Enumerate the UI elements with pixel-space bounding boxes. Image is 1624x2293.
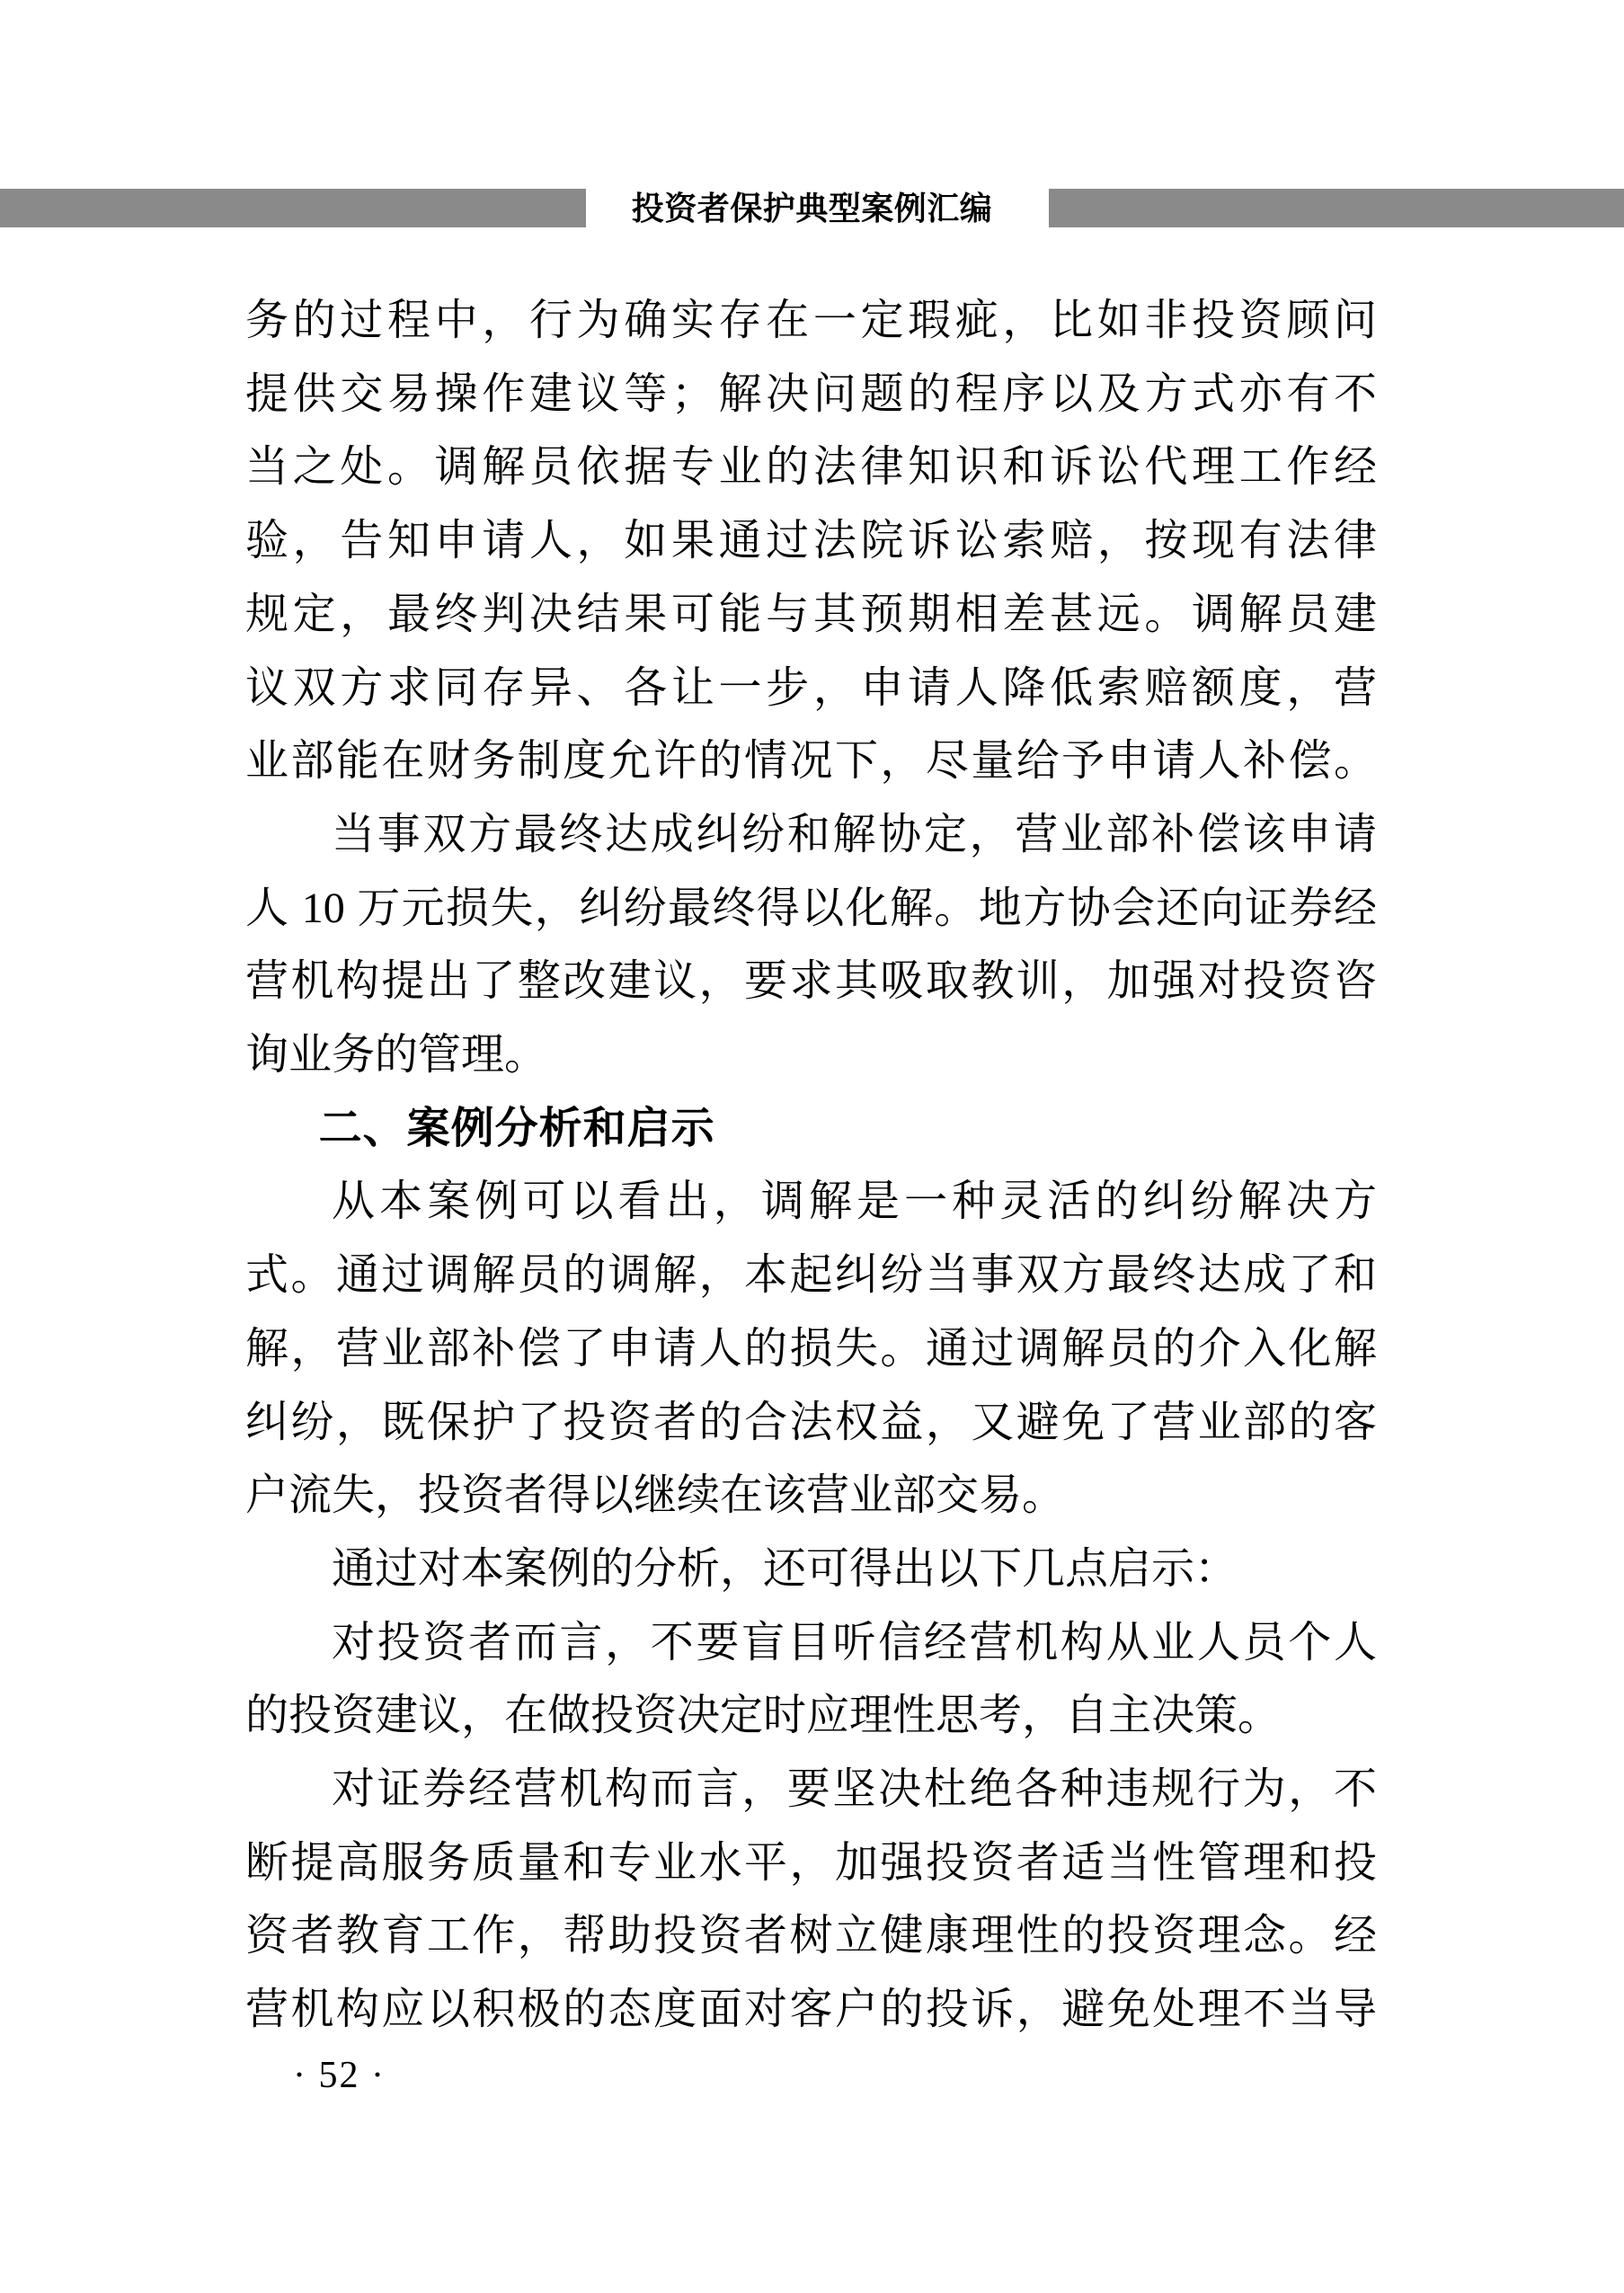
text-line: 议双方求同存异、各让一步，申请人降低索赔额度，营 [245, 663, 1377, 712]
text-line: 务的过程中，行为确实存在一定瑕疵，比如非投资顾问 [245, 297, 1377, 344]
text-line: 式。通过调解员的调解，本起纠纷当事双方最终达成了和 [245, 1251, 1377, 1300]
header-title: 投资者保护典型案例汇编 [631, 190, 993, 227]
text-line: 资者教育工作，帮助投资者树立健康理性的投资理念。经 [245, 1912, 1377, 1960]
text-line: 当之处。调解员依据专业的法律知识和诉讼代理工作经 [245, 443, 1377, 492]
text-line: 通过对本案例的分析，还可得出以下几点启示： [332, 1544, 1238, 1593]
text-line: 的投资建议，在做投资决定时应理性思考，自主决策。 [245, 1692, 1282, 1740]
text-line: 验，告知申请人，如果通过法院诉讼索赔，按现有法律 [245, 517, 1377, 565]
text-line: 营机构应以积极的态度面对客户的投诉，避免处理不当导 [245, 1986, 1377, 2034]
text-line: 对投资者而言，不要盲目听信经营机构从业人员个人 [332, 1618, 1377, 1666]
header-rule-right [1049, 189, 1624, 227]
text-line: 人 10 万元损失，纠纷最终得以化解。地方协会还向证券经 [245, 884, 1377, 932]
text-line: 提供交易操作建议等；解决问题的程序以及方式亦有不 [245, 369, 1377, 418]
text-line: 户流失，投资者得以继续在该营业部交易。 [245, 1471, 1066, 1520]
text-line: 断提高服务质量和专业水平，加强投资者适当性管理和投 [245, 1838, 1377, 1887]
text-line: 当事双方最终达成纠纷和解协定，营业部补偿该申请 [332, 810, 1377, 858]
running-header [0, 189, 1624, 227]
text-line: 营机构提出了整改建议，要求其吸取教训，加强对投资咨 [245, 957, 1377, 1006]
text-line: 询业务的管理。 [245, 1031, 548, 1080]
text-line: 解，营业部补偿了申请人的损失。通过调解员的介入化解 [245, 1324, 1377, 1373]
page-number: · 52 · [293, 2055, 386, 2096]
text-line: 规定，最终判决结果可能与其预期相差甚远。调解员建 [245, 590, 1377, 638]
section-heading: 二、案例分析和启示 [318, 1104, 715, 1152]
text-line: 业部能在财务制度允许的情况下，尽量给予申请人补偿。 [245, 737, 1377, 786]
text-line: 从本案例可以看出，调解是一种灵活的纠纷解决方 [332, 1178, 1377, 1226]
text-line: 纠纷，既保护了投资者的合法权益，又避免了营业部的客 [245, 1398, 1377, 1446]
text-line: 对证券经营机构而言，要坚决杜绝各种违规行为，不 [332, 1765, 1377, 1814]
body-text [245, 284, 1377, 2047]
